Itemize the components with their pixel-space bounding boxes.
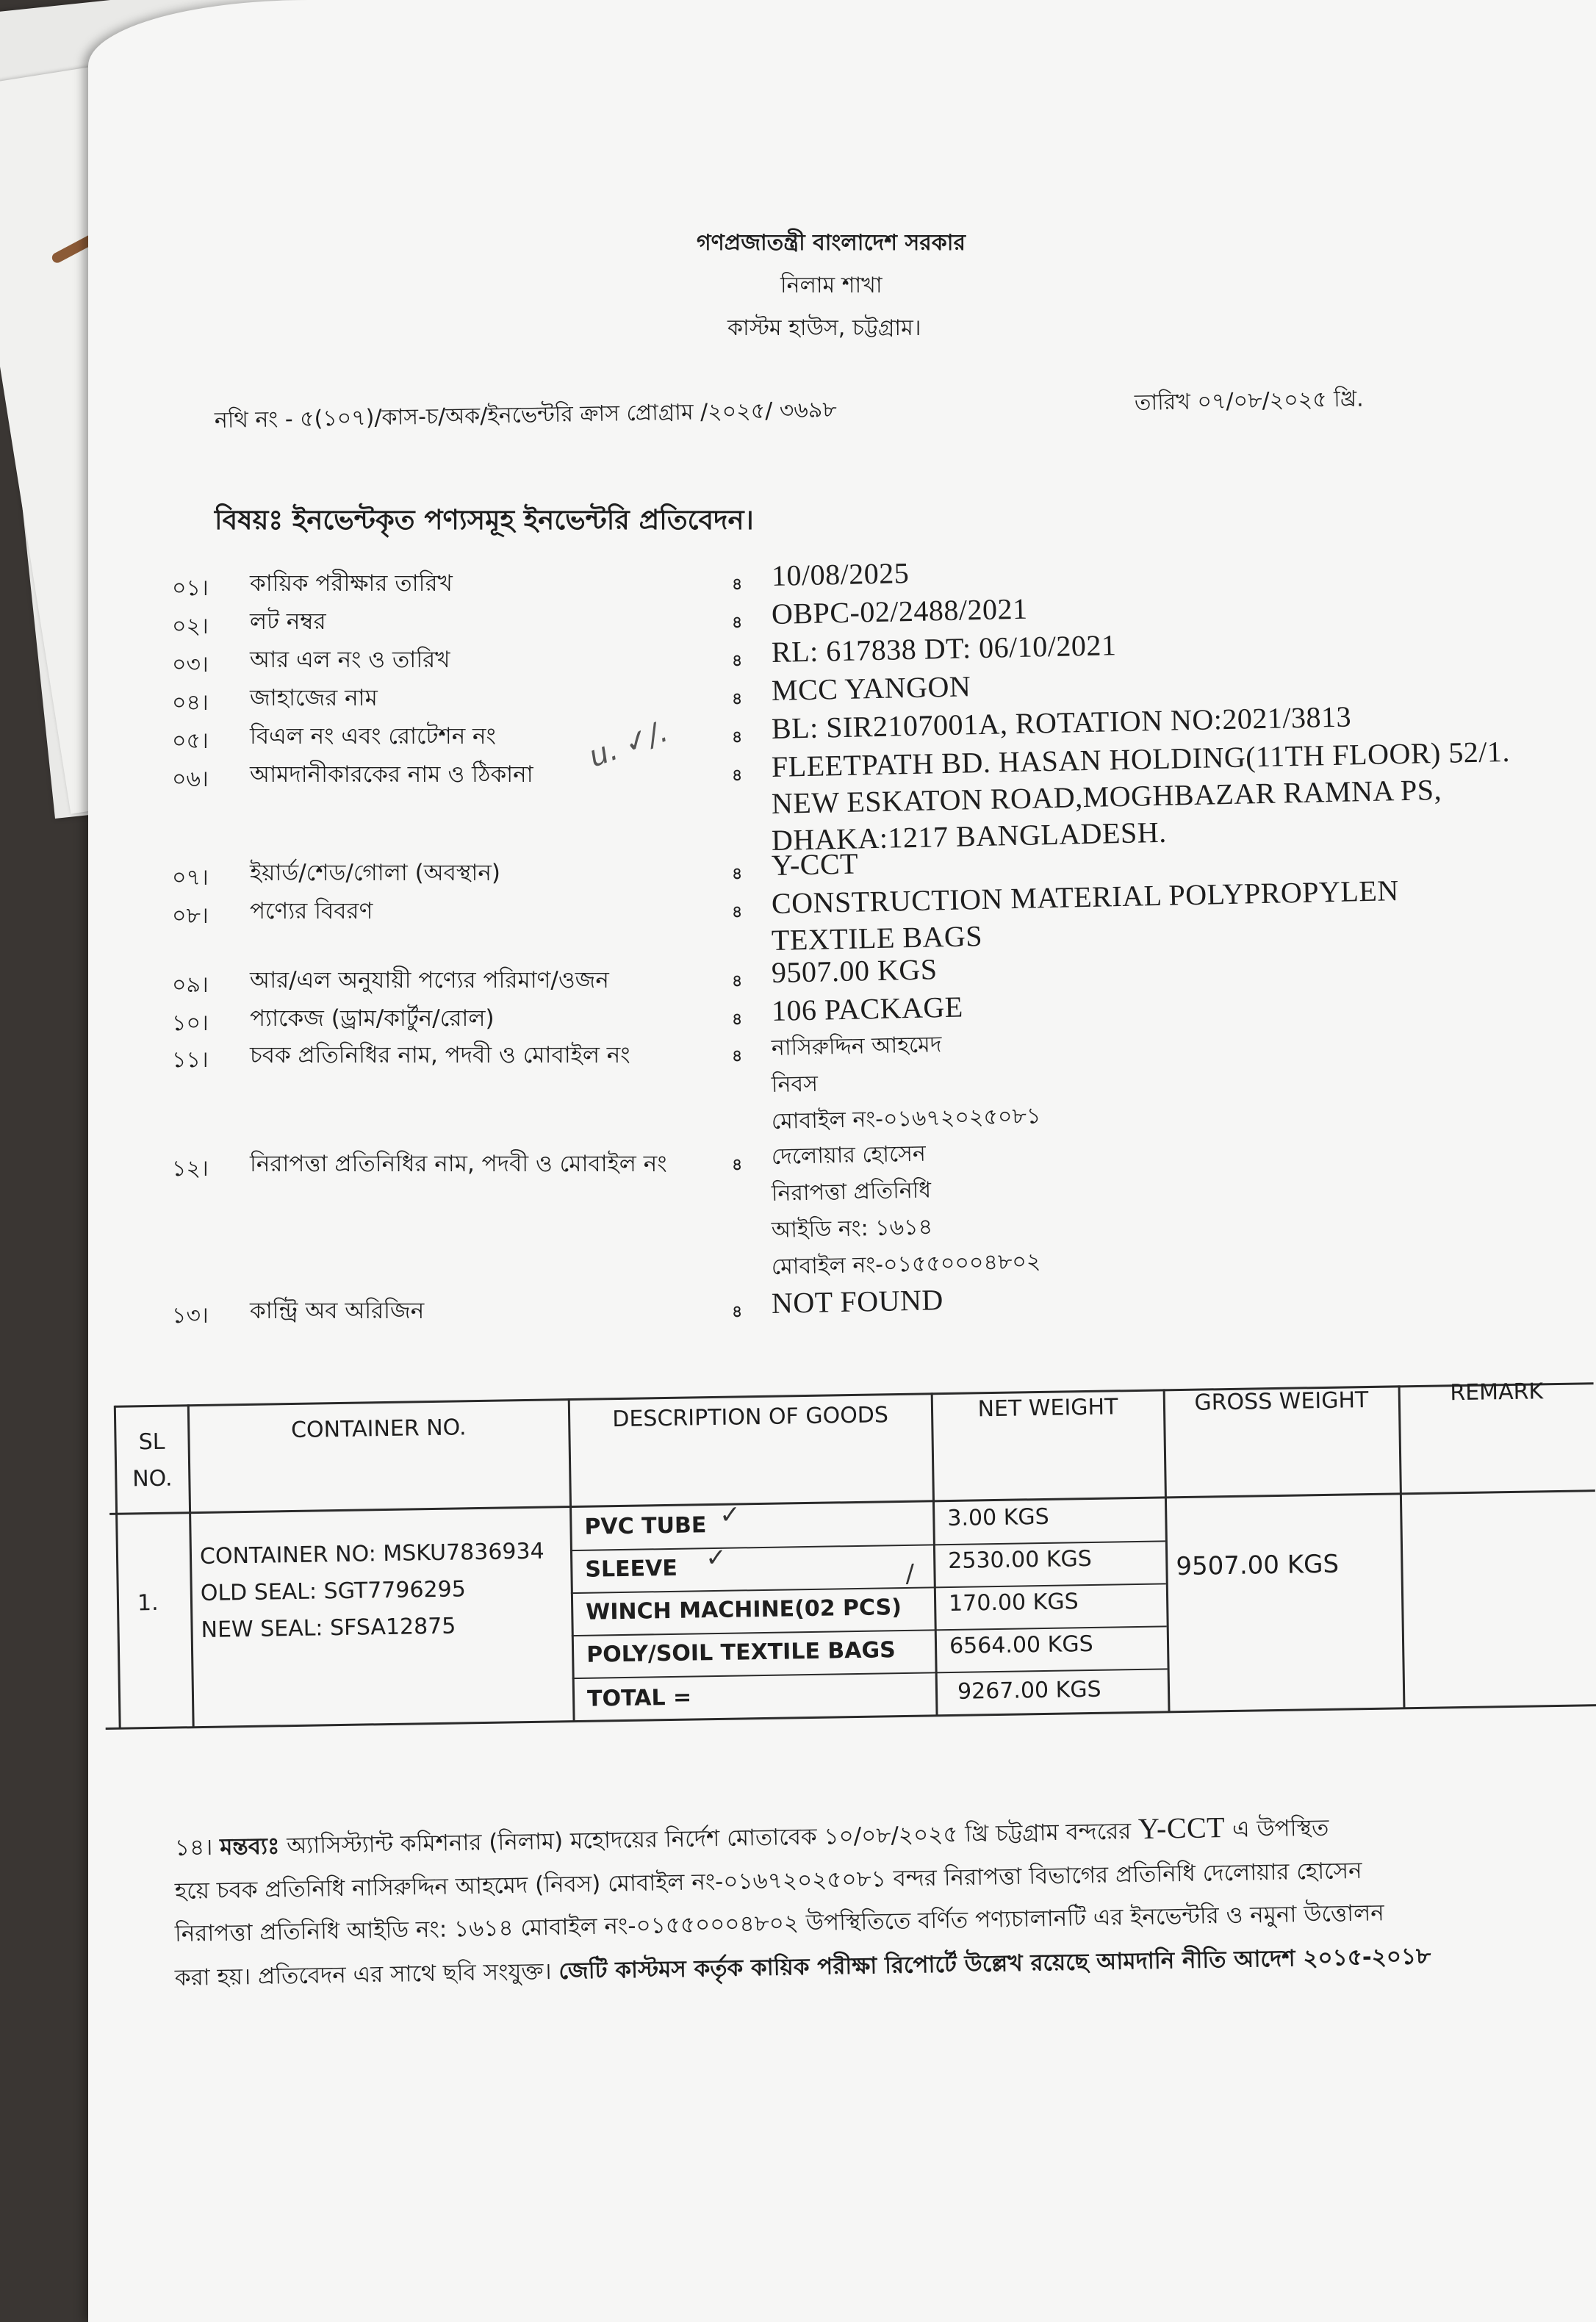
field-label: জাহাজের নাম bbox=[250, 685, 378, 711]
field-value: NEW ESKATON ROAD,MOGHBAZAR RAMNA PS, bbox=[771, 772, 1442, 820]
field-value: DHAKA:1217 BANGLADESH. bbox=[771, 815, 1168, 857]
field-label: আমদানীকারকের নাম ও ঠিকানা bbox=[250, 761, 533, 788]
field-label: কান্ট্রি অব অরিজিন bbox=[250, 1298, 425, 1324]
field-number: ১২। bbox=[172, 1156, 209, 1182]
field-colon: ৪ bbox=[732, 903, 743, 921]
header-description: DESCRIPTION OF GOODS bbox=[612, 1402, 889, 1433]
goods-description: POLY/SOIL TEXTILE BAGS bbox=[586, 1637, 896, 1668]
container-number: CONTAINER NO: MSKU7836934 bbox=[199, 1538, 544, 1570]
field-value: FLEETPATH BD. HASAN HOLDING(11TH FLOOR) 52/1. bbox=[771, 734, 1511, 783]
goods-net-weight: 3.00 KGS bbox=[947, 1503, 1049, 1532]
remarks-line-3: নিরাপত্তা প্রতিনিধি আইডি নং: ১৬১৪ মোবাইল নং-০১৫৫০০০৪৮০২ উপস্থিতিতে বর্ণিত পণ্যচালানটি এর ইনভেন্টরি ও নমুনা উত্তোলন bbox=[174, 1899, 1384, 1947]
col-line bbox=[931, 1392, 938, 1716]
field-label: প্যাকেজ (ড্রাম/কার্টুন/রোল) bbox=[250, 1005, 495, 1032]
header-container: CONTAINER NO. bbox=[290, 1415, 467, 1444]
field-number: ০৮। bbox=[172, 903, 209, 929]
field-value: Y-CCT bbox=[771, 847, 859, 882]
field-colon: ৪ bbox=[732, 972, 743, 991]
remarks-attachment: করা হয়। প্রতিবেদন এর সাথে ছবি সংযুক্ত। bbox=[174, 1958, 559, 1991]
office-name: কাস্টম হাউস, চট্টগ্রাম। bbox=[727, 315, 921, 341]
field-label: নিরাপত্তা প্রতিনিধির নাম, পদবী ও মোবাইল নং bbox=[250, 1151, 667, 1177]
field-number: ০৫। bbox=[172, 728, 209, 754]
field-label: ইয়ার্ড/শেড/গোলা (অবস্থান) bbox=[250, 860, 500, 886]
field-colon: ৪ bbox=[732, 575, 743, 594]
field-value: মোবাইল নং-০১৫৫০০০৪৮০২ bbox=[771, 1248, 1041, 1280]
field-colon: ৪ bbox=[732, 1156, 743, 1174]
field-label: কায়িক পরীক্ষার তারিখ bbox=[250, 570, 453, 597]
field-value: 9507.00 KGS bbox=[771, 952, 938, 989]
file-number: নথি নং - ৫(১০৭)/কাস-চ/অক/ইনভেন্টরি ক্রাস প্রোগ্রাম /২০২৫/ ৩৬৯৮ bbox=[214, 397, 838, 434]
remarks-number: ১৪। bbox=[174, 1833, 220, 1861]
check-mark: ✓ bbox=[705, 1542, 727, 1573]
goods-description: WINCH MACHINE(02 PCS) bbox=[586, 1595, 902, 1625]
field-colon: ৪ bbox=[732, 690, 743, 708]
field-number: ০৪। bbox=[172, 690, 209, 716]
field-label: আর/এল অনুযায়ী পণ্যের পরিমাণ/ওজন bbox=[250, 967, 609, 993]
total-net-weight: 9267.00 KGS bbox=[957, 1676, 1101, 1705]
table-border-header-bottom bbox=[109, 1489, 1595, 1515]
field-label: বিএল নং এবং রোটেশন নং bbox=[250, 723, 496, 750]
field-number: ১৩। bbox=[172, 1303, 209, 1329]
field-value: OBPC-02/2488/2021 bbox=[771, 592, 1028, 630]
remarks-yard: Y-CCT bbox=[1137, 1811, 1226, 1846]
field-value: 106 PACKAGE bbox=[771, 990, 964, 1027]
field-number: ১১। bbox=[172, 1047, 209, 1073]
field-number: ১০। bbox=[172, 1010, 209, 1036]
remarks-line-2: হয়ে চবক প্রতিনিধি নাসিরুদ্দিন আহমেদ (নিবস) মোবাইল নং-০১৬৭২০২৫০৮১ বন্দর নিরাপত্তা বিভাগের প্রতিনিধি দেলোয়ার হোসেন bbox=[174, 1857, 1362, 1905]
goods-net-weight: 2530.00 KGS bbox=[947, 1545, 1093, 1575]
goods-net-weight: 170.00 KGS bbox=[948, 1589, 1079, 1617]
field-value: নাসিরুদ্দিন আহমেদ bbox=[771, 1032, 942, 1061]
field-value: RL: 617838 DT: 06/10/2021 bbox=[771, 628, 1117, 669]
col-line bbox=[568, 1398, 575, 1722]
field-value: দেলোয়ার হোসেন bbox=[771, 1140, 927, 1170]
remarks-text: অ্যাসিস্ট্যান্ট কমিশনার (নিলাম) মহোদয়ের নির্দেশ মোতাবেক ১০/০৮/২০২৫ খ্রি চট্টগ্রাম বন্দরের bbox=[279, 1818, 1139, 1860]
remarks-label: মন্তব্যঃ bbox=[219, 1833, 280, 1861]
header-gross-weight: GROSS WEIGHT bbox=[1194, 1387, 1369, 1416]
field-colon: ৪ bbox=[732, 766, 743, 785]
field-number: ০৬। bbox=[172, 766, 209, 792]
subject-line: বিষয়ঃ ইনভেন্টকৃত পণ্যসমূহ ইনভেন্টরি প্রতিবেদন। bbox=[215, 504, 754, 536]
field-value: NOT FOUND bbox=[771, 1283, 944, 1320]
total-label: TOTAL = bbox=[586, 1684, 692, 1712]
field-label: আর এল নং ও তারিখ bbox=[250, 647, 450, 673]
col-line bbox=[187, 1404, 195, 1728]
col-line bbox=[1398, 1385, 1406, 1708]
document-date: তারিখ ০৭/০৮/২০২৫ খ্রি. bbox=[1134, 386, 1364, 416]
goods-description: SLEEVE bbox=[585, 1555, 678, 1583]
field-label: লট নম্বর bbox=[250, 608, 326, 635]
field-value: BL: SIR2107001A, ROTATION NO:2021/3813 bbox=[771, 700, 1352, 745]
row-sl: 1. bbox=[137, 1589, 159, 1617]
field-value: CONSTRUCTION MATERIAL POLYPROPYLEN bbox=[771, 874, 1400, 920]
remarks-text-end: এ উপস্থিত bbox=[1224, 1814, 1329, 1844]
field-value: TEXTILE BAGS bbox=[771, 919, 983, 957]
remarks-jetty-note: জেটি কাস্টমস কর্তৃক কায়িক পরীক্ষা রিপোর্টে উল্লেখ রয়েছে আমদানি নীতি আদেশ ২০১৫-২০১৮ bbox=[558, 1943, 1431, 1985]
field-number: ০৭। bbox=[172, 865, 209, 891]
field-colon: ৪ bbox=[732, 1010, 743, 1029]
field-colon: ৪ bbox=[732, 614, 743, 632]
goods-description: PVC TUBE bbox=[584, 1512, 707, 1540]
table-border-bottom bbox=[106, 1704, 1596, 1730]
field-number: ০২। bbox=[172, 614, 209, 639]
field-value: মোবাইল নং-০১৬৭২০২৫০৮১ bbox=[771, 1103, 1041, 1135]
pen-mark: u. ✓/. bbox=[584, 714, 673, 774]
field-value: MCC YANGON bbox=[771, 669, 971, 707]
new-seal: NEW SEAL: SFSA12875 bbox=[201, 1613, 456, 1643]
field-colon: ৪ bbox=[732, 1047, 743, 1065]
field-value: আইডি নং: ১৬১৪ bbox=[771, 1214, 933, 1243]
field-number: ০১। bbox=[172, 575, 209, 601]
check-mark: / bbox=[905, 1559, 915, 1589]
field-value: নিবস bbox=[771, 1071, 819, 1098]
govt-title: গণপ্রজাতন্ত্রী বাংলাদেশ সরকার bbox=[697, 230, 966, 256]
field-colon: ৪ bbox=[732, 652, 743, 670]
field-value: নিরাপত্তা প্রতিনিধি bbox=[771, 1177, 932, 1207]
field-number: ০৩। bbox=[172, 652, 209, 677]
field-value: 10/08/2025 bbox=[771, 556, 910, 592]
gross-weight: 9507.00 KGS bbox=[1176, 1549, 1340, 1582]
field-label: চবক প্রতিনিধির নাম, পদবী ও মোবাইল নং bbox=[250, 1042, 630, 1068]
check-mark: ✓ bbox=[719, 1500, 741, 1530]
header-sl: SL NO. bbox=[132, 1428, 173, 1492]
goods-net-weight: 6564.00 KGS bbox=[949, 1631, 1093, 1659]
header-remark: REMARK bbox=[1450, 1379, 1544, 1406]
field-colon: ৪ bbox=[732, 1303, 743, 1321]
header-net-weight: NET WEIGHT bbox=[977, 1394, 1118, 1423]
col-line bbox=[1163, 1389, 1171, 1712]
field-colon: ৪ bbox=[732, 865, 743, 883]
field-colon: ৪ bbox=[732, 728, 743, 747]
field-label: পণ্যের বিবরণ bbox=[250, 898, 373, 924]
field-number: ০৯। bbox=[172, 972, 209, 998]
old-seal: OLD SEAL: SGT7796295 bbox=[200, 1576, 467, 1606]
section-name: নিলাম শাখা bbox=[780, 273, 883, 298]
